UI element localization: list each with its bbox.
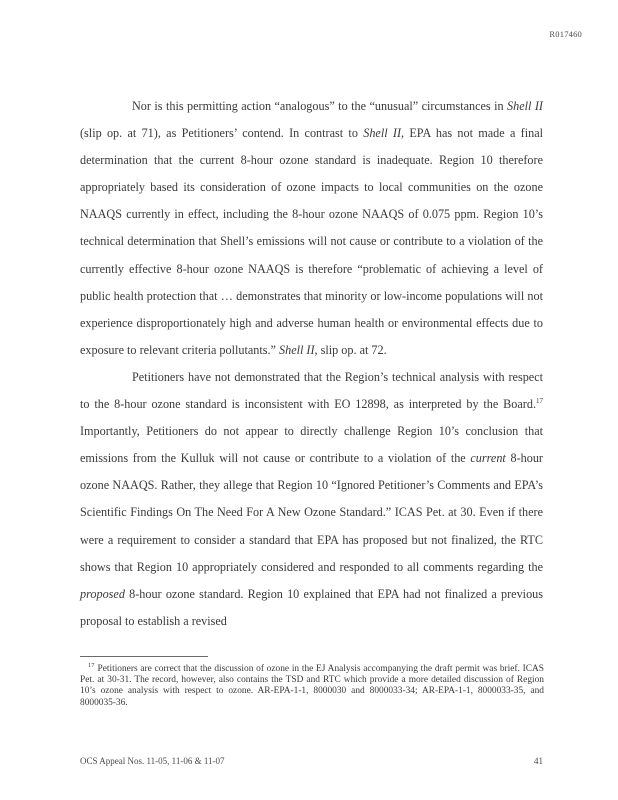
text-segment: , EPA has not made a final determination that the current 8-hour ozone standard is inadequate. Region 10 therefore appropriately based its consideration of ozone impacts to local communities on the ozone NAAQS currently in effect, including the 8-hour ozone NAAQS of 0.075 ppm. Region 10’s technical determination that Shell’s emissions will not cause or contribute to a violation of the currently effective 8-hour ozone NAAQS is therefore “problematic of achieving a level of public health protection that … demonstrates that minority or low-income populations will not experience disproportionately high and adverse human health or environmental effects due to exposure to relevant criteria pollutants.” bbox=[80, 126, 543, 357]
footnote-text: Petitioners are correct that the discussion of ozone in the EJ Analysis accompanying the draft permit was brief. ICAS Pet. at 30-31. The record, however, also contains the TSD and RTC which provide a more detailed discussion of Region 10’s ozone analysis with respect to ozone. AR-EPA-1-1, 8000030 and 8000033-34; AR-EPA-1-1, 8000033-35, and 8000035-36. bbox=[80, 664, 544, 708]
case-citation: Shell II bbox=[363, 126, 401, 141]
footnote-reference: 17 bbox=[536, 396, 543, 405]
emphasis-text: proposed bbox=[80, 586, 125, 601]
bates-number: R017460 bbox=[549, 29, 582, 39]
case-citation: Shell II bbox=[279, 342, 315, 357]
text-segment: Petitioners have not demonstrated that the Region’s technical analysis with respect to the 8-hour ozone standard is inconsistent with EO 12898, as interpreted by the Board. bbox=[80, 369, 543, 412]
case-citation: Shell II bbox=[507, 99, 543, 113]
text-segment: Nor is this permitting action “analogous” to the “unusual” circumstances in bbox=[132, 99, 508, 113]
page-number: 41 bbox=[534, 756, 543, 766]
footnote bbox=[80, 661, 544, 709]
paragraph-1 bbox=[80, 93, 543, 364]
text-segment: Importantly, Petitioners do not appear to directly challenge Region 10’s conclusion that emissions from the Kulluk will not cause or contribute to a violation of the bbox=[80, 424, 543, 466]
emphasis-text: current bbox=[470, 451, 506, 466]
footnote-divider bbox=[80, 656, 208, 657]
text-segment: 8-hour ozone NAAQS. Rather, they allege that Region 10 “Ignored Petitioner’s Comments and EPA’s Scientific Findings On The Need For A New Ozone Standard.” ICAS Pet. at 30. Even if there were a requirement to consider a standard that EPA has proposed but not finalized, the RTC shows that Region 10 appropriately considered and responded to all comments regarding the bbox=[80, 451, 543, 574]
text-segment: 8-hour ozone standard. Region 10 explained that EPA had not finalized a previous proposal to establish a revised bbox=[80, 586, 543, 628]
text-segment: (slip op. at 71), as Petitioners’ contend. In contrast to bbox=[80, 126, 364, 141]
appeal-numbers: OCS Appeal Nos. 11-05, 11-06 & 11-07 bbox=[80, 756, 225, 766]
footnote-number: 17 bbox=[88, 661, 95, 669]
body-text bbox=[80, 93, 543, 635]
text-segment: , slip op. at 72. bbox=[314, 342, 387, 357]
paragraph-2 bbox=[80, 364, 543, 635]
